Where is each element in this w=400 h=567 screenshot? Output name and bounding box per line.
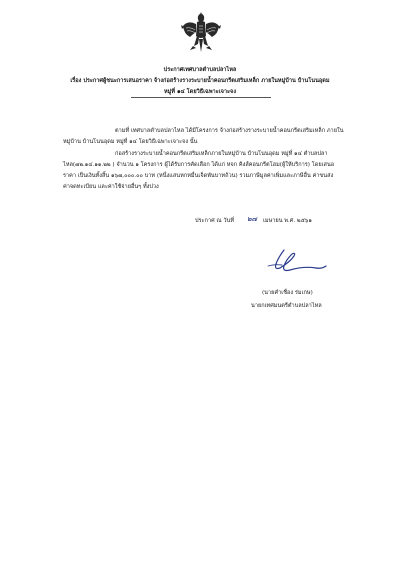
body-line: ก่อสร้างรางระบายน้ำคอนกรีตเสริมเหล็กภายในหมู่บ้าน บ้านโนนอุดม หมู่ที่ ๑๔ ตำบลปลา <box>115 151 328 157</box>
date-label: ประกาศ ณ วันที่ <box>195 218 235 224</box>
date-month-year: เมษายน พ.ศ. ๒๕๖๑ <box>263 218 312 224</box>
body-line: ตามที่ เทศบาลตำบลปลาไหล ได้มีโครงการ จ้างก่อสร้างรางระบายน้ำคอนกรีตเสริมเหล็ก ภายใน <box>115 128 344 134</box>
announcer-heading: ประกาศเทศบาลตำบลปลาไหล <box>163 67 237 73</box>
body-line: ค่าจดทะเบียน และค่าใช้จ่ายอื่นๆ ทั้งปวง <box>63 184 159 190</box>
date-day-handwritten: ๒๗ <box>247 215 257 223</box>
signature <box>260 244 330 280</box>
body-line: หมู่บ้าน บ้านโนนอุดม หมู่ที่ ๑๔ โดยวิธีเฉพาะเจาะจง นั้น <box>63 139 198 145</box>
signer-name: (นายคำเชื่อง ร่มเกษ) <box>262 290 313 296</box>
garuda-emblem <box>180 10 222 56</box>
heading-divider <box>131 97 271 98</box>
body-line: ราคา เป็นเงินทั้งสิ้น ๑๖๗,๐๐๐.๐๐ บาท (หนึ่งแสนหกหมื่นเจ็ดพันบาทถ้วน) รวมภาษีมูลค่าเพิ่มและภาษีอื่น ค่าขนส่ง <box>63 173 334 179</box>
subject-line: เรื่อง ประกาศผู้ชนะการเสนอราคา จ้างก่อสร้างรางระบายน้ำคอนกรีตเสริมเหล็ก ภายในหมู่บ้าน บ้านโนนอุดม <box>70 78 330 84</box>
subject-line-2: หมู่ที่ ๑๔ โดยวิธีเฉพาะเจาะจง <box>163 89 237 95</box>
signer-title: นายกเทศมนตรีตำบลปลาไหล <box>251 303 322 309</box>
body-line: ไหล(๗๒.๑๔.๑๑.๒๒ ) จำนวน ๑ โครงการ ผู้ได้รับการคัดเลือก ได้แก่ หจก คิงส์คอนกรีตโฮม(ผู้ให้บริการ) โดยเสนอ <box>63 162 335 168</box>
